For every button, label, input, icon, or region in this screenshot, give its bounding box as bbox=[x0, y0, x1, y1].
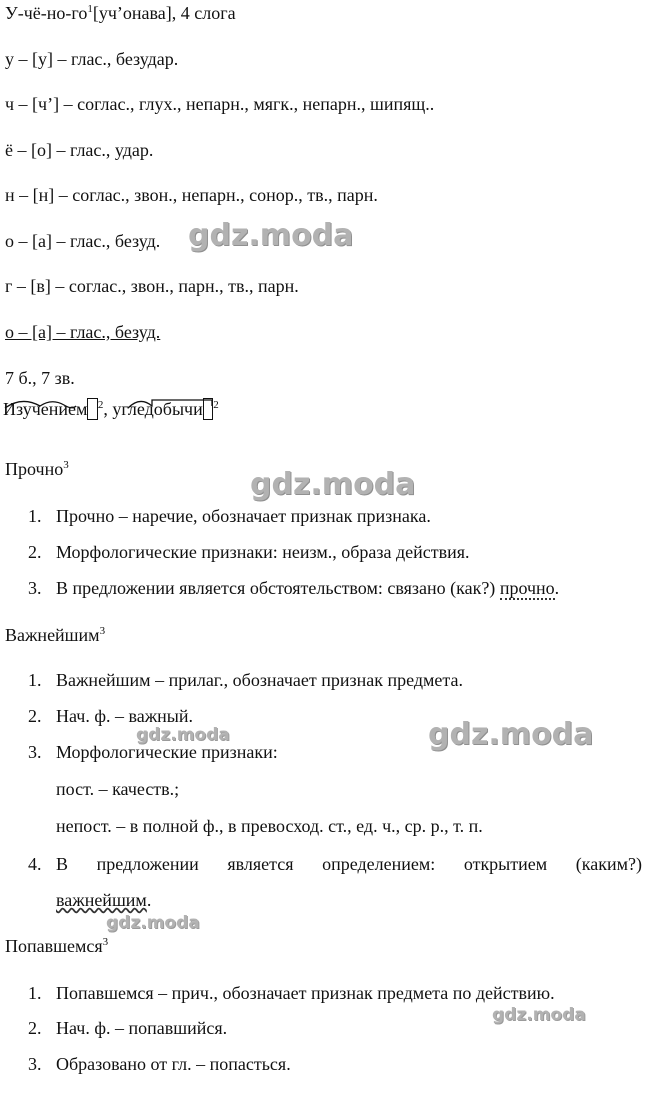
watermark: gdz.moda bbox=[250, 467, 416, 502]
list-item: 3. В предложении является обстоятельством: связано (как?) прочно. bbox=[28, 578, 560, 598]
sub-line: пост. – качеств.; bbox=[56, 779, 180, 799]
summary-line: 7 б., 7 зв. bbox=[5, 368, 75, 388]
watermark: gdz.moda bbox=[428, 717, 594, 752]
sub-line: важнейшим. bbox=[56, 890, 152, 910]
phonetic-line: о – [а] – глас., безуд. bbox=[5, 231, 161, 251]
section-title-prochno: Прочно$^3$ bbox=[5, 459, 69, 479]
section-title-popavshemsya: Попавшемся$^3$ bbox=[5, 936, 109, 956]
phonetic-line: ё – [о] – глас., удар. bbox=[5, 140, 154, 160]
morphemic-parse: Изучением $^2$, угледобычи $^2$ bbox=[3, 399, 219, 419]
word-izucheniem: Изучением bbox=[3, 399, 88, 419]
watermark: gdz.moda bbox=[106, 913, 200, 933]
ending-box bbox=[87, 398, 98, 420]
section-title-vazhneishim: Важнейшим$^3$ bbox=[5, 625, 106, 645]
word-ugledobychi: угледобычи bbox=[112, 399, 203, 419]
phonetic-line: н – [н] – соглас., звон., непарн., сонор., тв., парн. bbox=[5, 185, 378, 205]
list-item: 3. Морфологические признаки: bbox=[28, 742, 278, 762]
list-item: 1. Попавшемся – прич., обозначает признак предмета по действию. bbox=[28, 983, 555, 1003]
phonetic-line: о – [а] – глас., безуд. bbox=[5, 322, 161, 342]
phonetic-line: у – [у] – глас., безудар. bbox=[5, 49, 179, 69]
phonetic-line: ч – [ч’] – соглас., глух., непарн., мягк., непарн., шипящ.. bbox=[5, 94, 435, 114]
ending-box bbox=[203, 398, 214, 420]
list-item: 3. Образовано от гл. – попасться. bbox=[28, 1054, 291, 1074]
phonetic-line: г – [в] – соглас., звон., парн., тв., парн. bbox=[5, 276, 299, 296]
watermark: gdz.moda bbox=[136, 725, 230, 745]
list-number: 4. bbox=[28, 854, 42, 874]
list-item: 2. Морфологические признаки: неизм., образа действия. bbox=[28, 542, 470, 562]
list-item-justified: В предложении является определением: открытием (каким?) bbox=[56, 854, 642, 874]
list-item: 2. Нач. ф. – попавшийся. bbox=[28, 1018, 228, 1038]
list-item: 1. Важнейшим – прилаг., обозначает признак предмета. bbox=[28, 670, 463, 690]
watermark: gdz.moda bbox=[492, 1005, 586, 1025]
list-item: 2. Нач. ф. – важный. bbox=[28, 706, 194, 726]
watermark: gdz.moda bbox=[188, 218, 354, 253]
sub-line: непост. – в полной ф., в превосход. ст., ед. ч., ср. р., т. п. bbox=[56, 816, 483, 836]
list-item: 1. Прочно – наречие, обозначает признак признака. bbox=[28, 506, 431, 526]
transcription-line: $У-чё-но-го^1[уч’онава]$, 4 слога bbox=[5, 3, 236, 23]
